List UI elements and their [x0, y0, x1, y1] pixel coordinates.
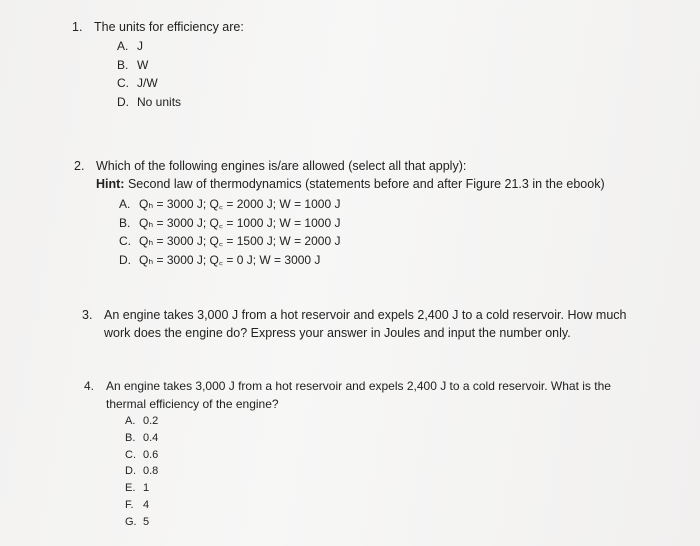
option-text: Qₕ = 3000 J; Q꜀ = 1000 J; W = 1000 J	[139, 215, 341, 230]
option-letter: G.	[125, 515, 137, 528]
option-a[interactable]	[117, 39, 181, 58]
question-4-options	[125, 415, 158, 533]
option-letter: C.	[119, 234, 131, 248]
question-number: 2.	[74, 159, 85, 173]
option-letter: C.	[117, 76, 129, 90]
option-text: J/W	[137, 76, 158, 90]
question-line-1: An engine takes 3,000 J from a hot reservoir and expels 2,400 J to a cold reservoir. What is the	[106, 379, 611, 393]
option-a[interactable]	[119, 195, 340, 214]
option-a[interactable]	[125, 415, 158, 432]
option-d[interactable]	[117, 95, 181, 114]
option-c[interactable]	[117, 76, 181, 95]
option-letter: A.	[119, 197, 131, 211]
question-1-options	[117, 39, 181, 113]
question-2-options	[119, 195, 340, 269]
option-text: No units	[137, 94, 182, 109]
question-number: 3.	[82, 308, 93, 322]
option-d[interactable]	[125, 465, 158, 482]
option-letter: A.	[125, 415, 136, 427]
hint-line	[96, 175, 605, 193]
option-letter: D.	[117, 94, 129, 109]
option-text: J	[137, 39, 143, 53]
option-letter: C.	[125, 448, 136, 461]
option-letter: E.	[125, 482, 136, 495]
option-b[interactable]	[117, 58, 181, 77]
option-letter: B.	[117, 57, 129, 72]
option-letter: B.	[125, 431, 136, 444]
option-text: 5	[143, 515, 150, 528]
hint-label: Hint:	[96, 177, 125, 191]
option-b[interactable]	[119, 214, 340, 233]
option-letter: D.	[119, 252, 131, 267]
question-number: 1.	[72, 20, 83, 34]
option-letter: F.	[125, 498, 134, 511]
option-b[interactable]	[125, 432, 158, 449]
option-text: 0.8	[143, 465, 159, 478]
option-g[interactable]	[125, 516, 158, 533]
option-c[interactable]	[119, 232, 340, 251]
option-text: 0.2	[143, 415, 159, 427]
question-text: The units for efficiency are:	[94, 20, 244, 34]
question-text: Which of the following engines is/are allowed (select all that apply):	[96, 159, 467, 173]
option-letter: B.	[119, 215, 131, 230]
option-text: 4	[143, 498, 150, 511]
question-line-1: An engine takes 3,000 J from a hot reservoir and expels 2,400 J to a cold reservoir. How much	[104, 308, 627, 322]
question-line-2: thermal efficiency of the engine?	[106, 397, 279, 411]
option-letter: D.	[125, 465, 136, 478]
question-line-2: work does the engine do? Express your answer in Joules and input the number only.	[104, 326, 571, 340]
option-text: 0.6	[143, 448, 159, 461]
option-text: 0.4	[143, 431, 159, 444]
option-text: 1	[143, 482, 150, 495]
option-letter: A.	[117, 39, 129, 53]
option-text: Qₕ = 3000 J; Q꜀ = 2000 J; W = 1000 J	[139, 197, 341, 211]
question-number: 4.	[84, 379, 95, 393]
option-text: Qₕ = 3000 J; Q꜀ = 1500 J; W = 2000 J	[139, 234, 341, 248]
hint-text: Second law of thermodynamics (statements before and after Figure 21.3 in the ebook)	[127, 177, 605, 191]
option-e[interactable]	[125, 482, 158, 499]
option-text: Qₕ = 3000 J; Q꜀ = 0 J; W = 3000 J	[139, 252, 321, 267]
option-f[interactable]	[125, 499, 158, 516]
option-c[interactable]	[125, 449, 158, 466]
option-d[interactable]	[119, 251, 340, 270]
option-text: W	[137, 57, 149, 72]
